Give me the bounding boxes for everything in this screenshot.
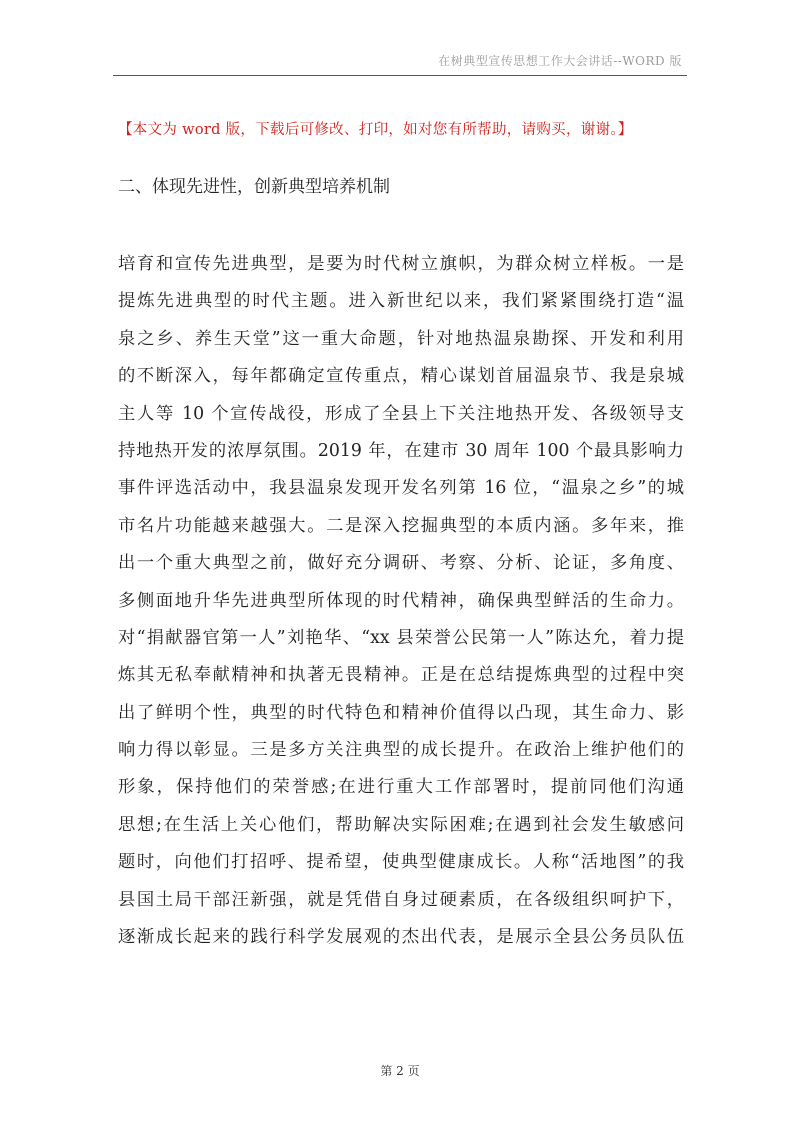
running-header: 在树典型宣传思想工作大会讲话--WORD 版 — [438, 54, 682, 68]
body-line: 对“捐献器官第一人”刘艳华、“xx 县荣誉公民第一人”陈达允，着力提 — [118, 627, 684, 648]
body-line: 形象，保持他们的荣誉感;在进行重大工作部署时，提前同他们沟通 — [118, 777, 684, 798]
body-line: 出一个重大典型之前，做好充分调研、考察、分析、论证，多角度、 — [118, 553, 684, 574]
body-line: 响力得以彰显。三是多方关注典型的成长提升。在政治上维护他们的 — [118, 740, 684, 761]
download-notice: 【本文为 word 版，下载后可修改、打印，如对您有所帮助，请购买，谢谢。】 — [118, 122, 633, 138]
body-line: 炼其无私奉献精神和执著无畏精神。正是在总结提炼典型的过程中突 — [118, 665, 684, 686]
body-line: 泉之乡、养生天堂”这一重大命题，针对地热温泉勘探、开发和利用 — [118, 328, 684, 349]
body-paragraph — [118, 246, 684, 956]
body-line: 事件评选活动中，我县温泉发现开发名列第 16 位，“温泉之乡”的城 — [118, 478, 684, 499]
body-line: 多侧面地升华先进典型所体现的时代精神，确保典型鲜活的生命力。 — [118, 590, 684, 611]
body-line: 思想;在生活上关心他们，帮助解决实际困难;在遇到社会发生敏感问 — [118, 814, 684, 835]
section-heading: 二、体现先进性，创新典型培养机制 — [118, 177, 390, 197]
body-line: 培育和宣传先进典型，是要为时代树立旗帜，为群众树立样板。一是 — [118, 254, 684, 274]
body-line: 持地热开发的浓厚氛围。2019 年，在建市 30 周年 100 个最具影响力 — [118, 440, 684, 461]
body-line: 出了鲜明个性，典型的时代特色和精神价值得以凸现，其生命力、影 — [118, 702, 684, 723]
body-line: 主人等 10 个宣传战役，形成了全县上下关注地热开发、各级领导支 — [118, 403, 684, 424]
body-line: 逐渐成长起来的践行科学发展观的杰出代表，是展示全县公务员队伍 — [118, 927, 684, 948]
body-line: 市名片功能越来越强大。二是深入挖掘典型的本质内涵。多年来，推 — [118, 515, 684, 536]
page-number: 第 2 页 — [380, 1064, 420, 1078]
body-line: 的不断深入，每年都确定宣传重点，精心谋划首届温泉节、我是泉城 — [118, 366, 684, 387]
header-divider — [113, 75, 687, 76]
body-line: 县国土局干部汪新强，就是凭借自身过硬素质，在各级组织呵护下， — [118, 889, 684, 910]
body-line: 题时，向他们打招呼、提希望，使典型健康成长。人称“活地图”的我 — [118, 852, 684, 873]
body-line: 提炼先进典型的时代主题。进入新世纪以来，我们紧紧围绕打造“温 — [118, 291, 684, 312]
